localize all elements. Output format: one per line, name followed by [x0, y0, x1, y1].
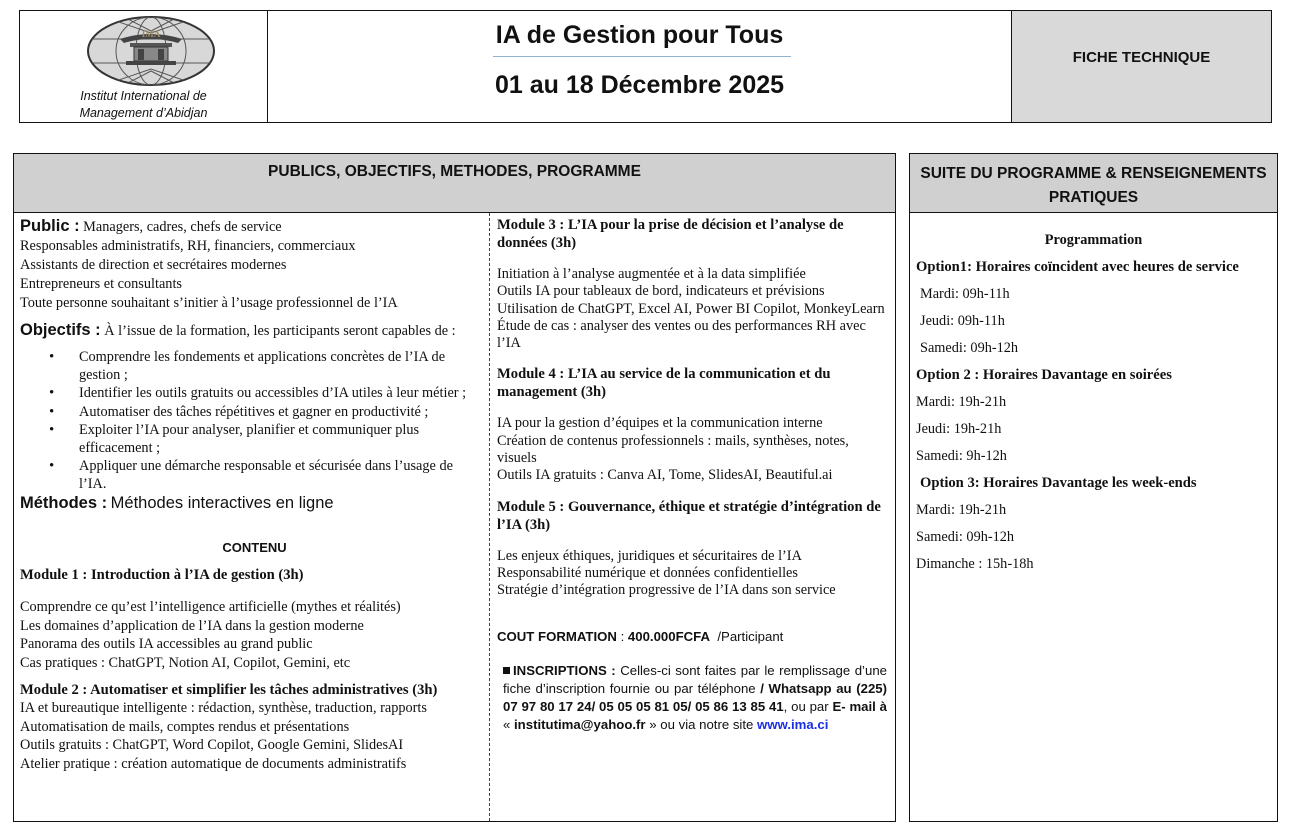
document-type-cell	[1012, 11, 1271, 122]
option-1-title: Option1: Horaires coïncident avec heures de service	[916, 259, 1239, 275]
schedule-slot: Mardi: 19h-21h	[916, 502, 1007, 518]
module-1-title: Module 1 : Introduction à l’IA de gestion (3h)	[20, 567, 304, 583]
inscriptions-text: , ou par	[783, 698, 829, 714]
schedule-slot: Jeudi: 09h-11h	[920, 313, 1005, 329]
cost-amount: 400.000FCFA	[627, 628, 711, 644]
module-line: Comprendre ce qu’est l’intelligence artificielle (mythes et réalités)	[20, 599, 401, 615]
public-label: Public :	[20, 217, 80, 235]
programmation-title: Programmation	[1044, 232, 1143, 248]
title-cell	[268, 11, 1012, 122]
public-line: Toute personne souhaitant s’initier à l’usage professionnel de l’IA	[20, 295, 398, 311]
module-4-title: Module 4 : L’IA au service de la communication et du management (3h)	[497, 366, 831, 401]
objectif-item: • Automatiser des tâches répétitives et gagner en productivité ;	[20, 404, 489, 422]
institute-name-line2: Management d’Abidjan	[79, 106, 208, 120]
ima-logo-icon	[86, 15, 216, 97]
logo-cell	[20, 11, 268, 122]
module-line: Étude de cas : analyser des ventes ou des performances RH avec l’IA	[497, 317, 866, 352]
module-line: IA pour la gestion d’équipes et la communication interne	[497, 415, 823, 432]
document-header	[19, 10, 1272, 123]
objectif-item: • Comprendre les fondements et applications concrètes de l’IA de gestion ;	[20, 349, 489, 384]
schedule-slot: Mardi: 09h-11h	[920, 286, 1010, 302]
public-line: Managers, cadres, chefs de service	[83, 219, 282, 235]
cost-label: COUT FORMATION	[497, 628, 617, 644]
schedule-slot: Dimanche : 15h-18h	[916, 556, 1034, 572]
cost-separator: :	[620, 628, 625, 644]
schedule-slot: Mardi: 19h-21h	[916, 394, 1007, 410]
cost-unit: /Participant	[717, 628, 784, 644]
option-3-title: Option 3: Horaires Davantage les week-ends	[920, 475, 1197, 491]
module-line: Utilisation de ChatGPT, Excel AI, Power BI Copilot, MonkeyLearn	[497, 300, 885, 317]
practical-info-panel	[909, 153, 1278, 822]
practical-info-heading: SUITE DU PROGRAMME & RENSEIGNEMENTS PRATIQUES	[910, 154, 1277, 213]
module-line: Automatisation de mails, comptes rendus et présentations	[20, 718, 350, 735]
website-link[interactable]: www.ima.ci	[757, 716, 829, 732]
module-2-content	[20, 699, 489, 773]
schedule-section	[910, 232, 1277, 573]
objectif-item: • Appliquer une démarche responsable et sécurisée dans l’usage de l’IA.	[20, 458, 489, 493]
public-line: Entrepreneurs et consultants	[20, 276, 182, 292]
inscriptions-label: INSCRIPTIONS :	[513, 662, 616, 678]
quote-open: «	[503, 716, 511, 732]
module-line: Création de contenus professionnels : mails, synthèses, notes, visuels	[497, 432, 849, 467]
institute-name-line1: Institut International de	[80, 89, 207, 103]
module-line: Outils IA pour tableaux de bord, indicateurs et prévisions	[497, 283, 825, 300]
option-2-title: Option 2 : Horaires Davantage en soirées	[916, 367, 1172, 383]
program-panel-heading: PUBLICS, OBJECTIFS, METHODES, PROGRAMME	[14, 154, 895, 213]
schedule-slot: Jeudi: 19h-21h	[916, 421, 1002, 437]
methodes-text: Méthodes interactives en ligne	[110, 494, 334, 512]
objectifs-section	[20, 321, 489, 341]
title-underline	[493, 56, 791, 57]
objectif-item: • Exploiter l’IA pour analyser, planifier et communiquer plus efficacement ;	[20, 422, 489, 457]
course-dates: 01 au 18 Décembre 2025	[494, 71, 785, 99]
program-panel	[13, 153, 896, 822]
module-line: Cas pratiques : ChatGPT, Notion AI, Copilot, Gemini, etc	[20, 654, 351, 671]
module-line: Les enjeux éthiques, juridiques et sécuritaires de l’IA	[497, 547, 802, 564]
objectifs-intro: À l’issue de la formation, les participants seront capables de :	[104, 323, 456, 339]
module-5-content	[497, 548, 889, 600]
module-line: Outils IA gratuits : Canva AI, Tome, SlidesAI, Beautiful.ai	[497, 467, 833, 484]
module-line: IA et bureautique intelligente : rédaction, synthèse, traduction, rapports	[20, 700, 427, 716]
inscriptions-text: Celles-ci sont faites par le remplissage d’une fiche d’inscription fournie ou par téléphone	[503, 662, 887, 696]
public-line: Assistants de direction et secrétaires modernes	[20, 257, 287, 273]
quote-close: »	[649, 716, 657, 732]
email-link[interactable]: institutima@yahoo.fr	[514, 716, 646, 732]
program-column-left	[14, 213, 490, 821]
schedule-slot: Samedi: 09h-12h	[916, 529, 1015, 545]
schedule-slot: Samedi: 9h-12h	[916, 448, 1007, 464]
public-section	[20, 217, 489, 313]
module-line: Outils gratuits : ChatGPT, Word Copilot, Google Gemini, SlidesAI	[20, 737, 404, 754]
module-line: Atelier pratique : création automatique de documents administratifs	[20, 755, 407, 772]
objectif-item: • Identifier les outils gratuits ou accessibles d’IA utiles à leur métier ;	[20, 385, 489, 403]
module-2-title: Module 2 : Automatiser et simplifier les tâches administratives (3h)	[20, 682, 438, 698]
module-3-content	[497, 266, 889, 352]
contenu-heading: CONTENU	[222, 540, 287, 555]
module-3-title: Module 3 : L’IA pour la prise de décision et l’analyse de données (3h)	[497, 217, 844, 251]
cost-section	[497, 628, 889, 645]
objectifs-list	[20, 349, 489, 493]
module-line: Les domaines d’application de l’IA dans la gestion moderne	[20, 617, 364, 634]
inscriptions-section	[497, 662, 889, 734]
svg-text:IMA: IMA	[141, 29, 161, 39]
module-line: Initiation à l’analyse augmentée et à la data simplifiée	[497, 266, 806, 282]
square-bullet-icon	[503, 667, 510, 674]
public-line: Responsables administratifs, RH, financiers, commerciaux	[20, 238, 356, 254]
module-line: Panorama des outils IA accessibles au grand public	[20, 636, 313, 652]
module-line: Responsabilité numérique et données confidentielles	[497, 564, 798, 581]
schedule-slot: Samedi: 09h-12h	[920, 340, 1019, 356]
program-column-right	[490, 213, 895, 821]
module-1-content	[20, 598, 489, 672]
inscriptions-text: ou via notre site	[660, 716, 754, 732]
email-label: E- mail à	[832, 698, 887, 714]
module-line: Stratégie d’intégration progressive de l’IA dans son service	[497, 582, 836, 599]
course-title: IA de Gestion pour Tous	[495, 21, 784, 49]
module-5-title: Module 5 : Gouvernance, éthique et stratégie d’intégration de l’IA (3h)	[497, 498, 881, 533]
document-type: FICHE TECHNIQUE	[1072, 49, 1211, 66]
methodes-section	[20, 494, 489, 514]
module-4-content	[497, 415, 889, 484]
methodes-label: Méthodes :	[20, 494, 108, 512]
objectifs-label: Objectifs :	[20, 321, 101, 339]
phone-numbers: / Whatsapp au (225) 07 97 80 17 24/ 05 05 05 81 05/ 05 86 13 85 41	[503, 680, 888, 714]
